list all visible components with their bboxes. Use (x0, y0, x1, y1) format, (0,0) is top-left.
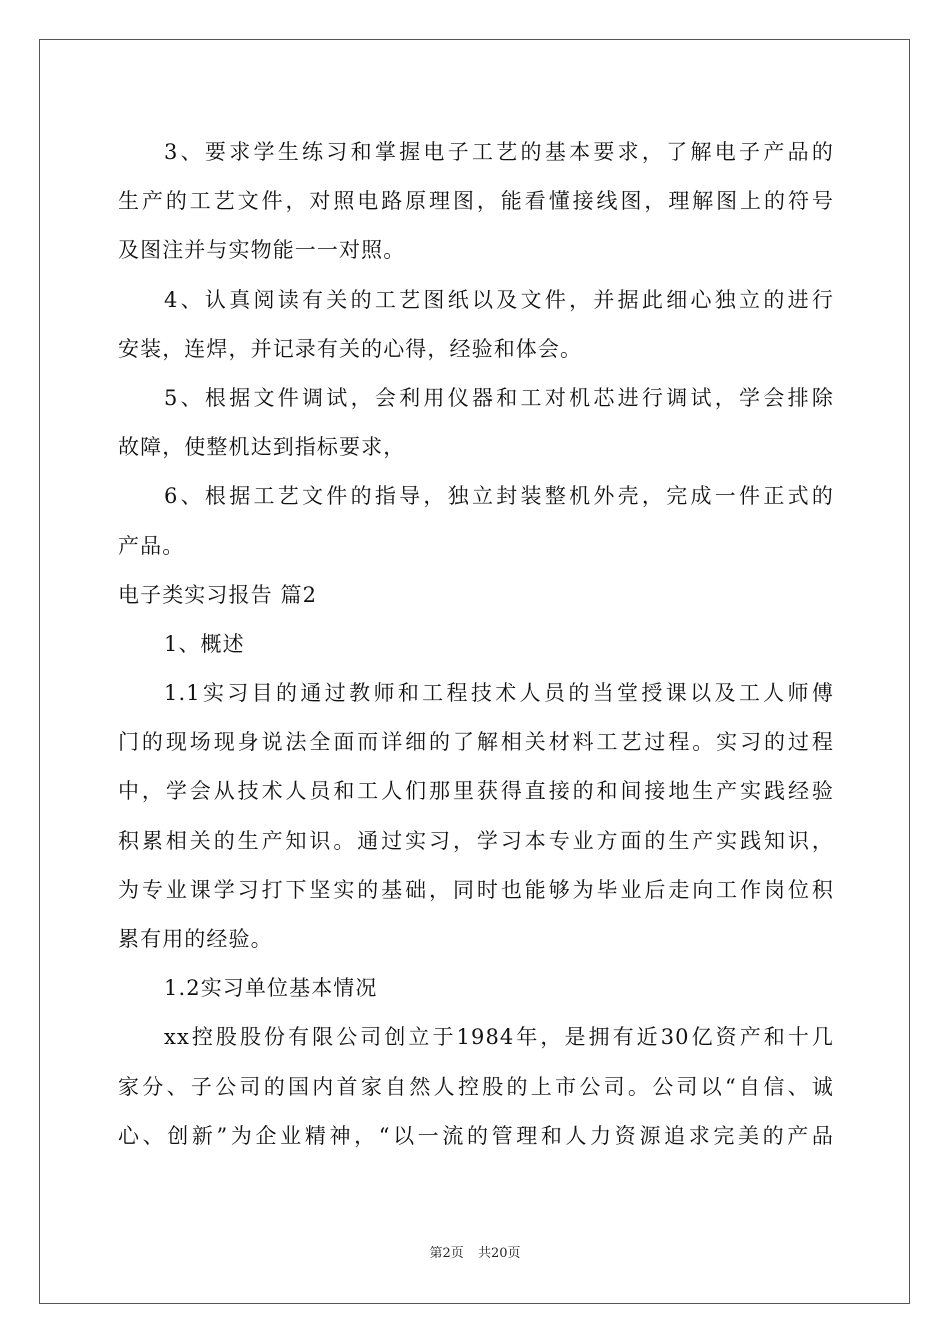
paragraph-line: 为专业课学习打下坚实的基础，同时也能够为毕业后走向工作岗位积 (118, 877, 834, 902)
document-body (118, 128, 834, 1161)
paragraph-line: 心、创新”为企业精神，“以一流的管理和人力资源追求完美的产品 (118, 1123, 834, 1148)
page-number: 第2页 (429, 1246, 464, 1261)
subsection-heading: 1、概述 (164, 631, 245, 656)
paragraph-line: 产品。 (118, 533, 185, 558)
subsection-heading: 1.2实习单位基本情况 (164, 976, 378, 1001)
paragraph-line: 4、认真阅读有关的工艺图纸以及文件，并据此细心独立的进行 (164, 287, 834, 312)
page-footer (0, 1245, 950, 1263)
paragraph-line: xx控股股份有限公司创立于1984年，是拥有近30亿资产和十几 (164, 1025, 834, 1050)
section-heading: 电子类实习报告 篇2 (118, 582, 318, 607)
paragraph-line: 家分、子公司的国内首家自然人控股的上市公司。公司以“自信、诚 (118, 1074, 834, 1099)
paragraph-line: 故障，使整机达到指标要求， (118, 435, 406, 460)
page-total: 共20页 (477, 1246, 521, 1261)
paragraph-line: 门的现场现身说法全面而详细的了解相关材料工艺过程。实习的过程 (118, 730, 834, 755)
paragraph-line: 安装，连焊，并记录有关的心得，经验和体会。 (118, 336, 583, 361)
paragraph-line: 3、要求学生练习和掌握电子工艺的基本要求，了解电子产品的 (164, 140, 834, 164)
paragraph-line: 及图注并与实物能一一对照。 (118, 238, 406, 263)
paragraph-line: 生产的工艺文件，对照电路原理图，能看懂接线图，理解图上的符号 (118, 189, 834, 214)
paragraph-line: 积累相关的生产知识。通过实习，学习本专业方面的生产实践知识， (118, 828, 834, 853)
paragraph-line: 6、根据工艺文件的指导，独立封装整机外壳，完成一件正式的 (164, 484, 834, 509)
paragraph-line: 5、根据文件调试，会利用仪器和工对机芯进行调试，学会排除 (164, 385, 834, 410)
paragraph-line: 1.1实习目的通过教师和工程技术人员的当堂授课以及工人师傅 (164, 681, 834, 706)
paragraph-line: 累有用的经验。 (118, 927, 273, 951)
paragraph-line: 中，学会从技术人员和工人们那里获得直接的和间接地生产实践经验 (118, 779, 834, 804)
